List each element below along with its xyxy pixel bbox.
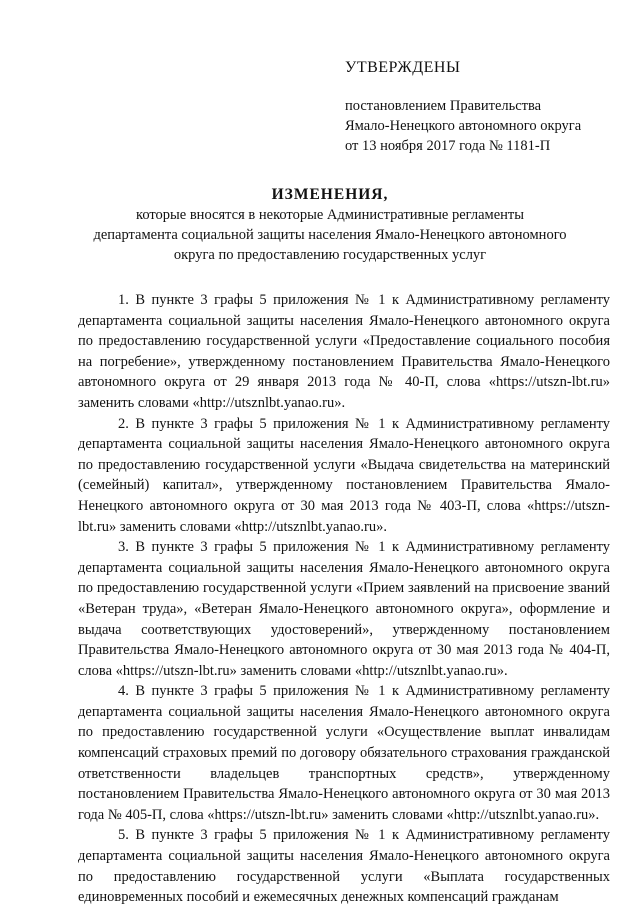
approval-block <box>345 58 615 156</box>
paragraph-5: 5. В пункте 3 графы 5 приложения № 1 к Административному регламенту департамента социальной защиты населения Ямало-Ненецкого автономного округа по предоставлению государственной услуги «Выплата государственных единовременных пособий и ежемесячных денежных компенсаций гражданам <box>78 827 610 906</box>
document-body <box>78 290 610 908</box>
paragraph-4: 4. В пункте 3 графы 5 приложения № 1 к Административному регламенту департамента социальной защиты населения Ямало-Ненецкого автономного округа по предоставлению государственной услуги «Осуществление выплат инвалидам компенсаций страховых премий по договору обязательного страхования гражданской ответственности владельцев транспортных средств», утвержденному постановлением Правительства Ямало-Ненецкого автономного округа от 30 мая 2013 года № 405-П, слова «https://utszn-lbt.ru» заменить словами «http://utsznlbt.yanao.ru». <box>78 683 610 823</box>
paragraph-1: 1. В пункте 3 графы 5 приложения № 1 к Административному регламенту департамента социальной защиты населения Ямало-Ненецкого автономного округа по предоставлению государственной услуги «Предоставление социального пособия на погребение», утвержденному постановлением Правительства Ямало-Ненецкого автономного округа от 29 января 2013 года № 40-П, слова «https://utszn-lbt.ru» заменить словами «http://utsznlbt.yanao.ru». <box>78 292 610 411</box>
approval-line-decree: постановлением Правительства <box>345 98 542 114</box>
document-subtitle-line-1: которые вносятся в некоторые Административные регламенты <box>136 207 524 223</box>
document-title: ИЗМЕНЕНИЯ, <box>271 186 389 203</box>
paragraph-2: 2. В пункте 3 графы 5 приложения № 1 к Административному регламенту департамента социальной защиты населения Ямало-Ненецкого автономного округа по предоставлению государственной услуги «Выдача свидетельства на материнский (семейный) капитал», утвержденному постановлением Правительства Ямало-Ненецкого автономного округа от 30 мая 2013 года № 403-П, слова «https://utszn-lbt.ru» заменить словами «http://utsznlbt.yanao.ru». <box>78 415 610 535</box>
document-subtitle-line-2: департамента социальной защиты населения Ямало-Ненецкого автономного <box>93 227 567 243</box>
document-subtitle-line-3: округа по предоставлению государственных услуг <box>173 247 487 263</box>
paragraph-3: 3. В пункте 3 графы 5 приложения № 1 к Административному регламенту департамента социальной защиты населения Ямало-Ненецкого автономного округа по предоставлению государственной услуги «Прием заявлений на присвоение званий «Ветеран труда», «Ветеран Ямало-Ненецкого автономного округа», оформление и выдача соответствующих удостоверений», утвержденному постановлением Правительства Ямало-Ненецкого автономного округа от 30 мая 2013 года № 404-П, слова «https://utszn-lbt.ru» заменить словами «http://utsznlbt.yanao.ru». <box>78 539 610 679</box>
approval-line-region: Ямало-Ненецкого автономного округа <box>345 118 582 134</box>
document-heading <box>70 185 590 265</box>
approval-title: УТВЕРЖДЕНЫ <box>345 59 461 76</box>
approval-line-date: от 13 ноября 2017 года № 1181-П <box>345 138 551 154</box>
